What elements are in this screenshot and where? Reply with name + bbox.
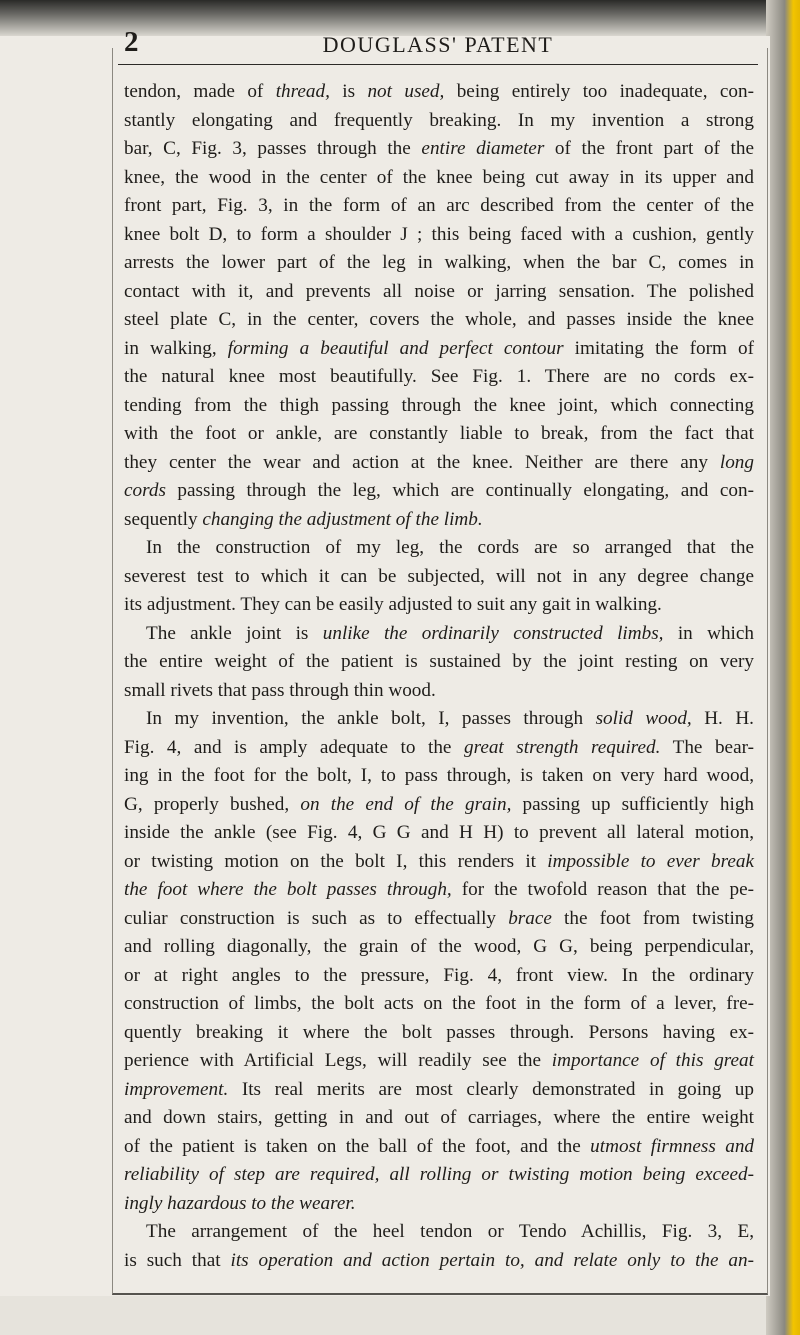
text-segment: G, properly bushed, [124,793,301,815]
text-segment: construction of limbs, the bolt acts on the foot in the form of a lever, fre- [124,993,754,1014]
text-segment: stantly elongating and frequently breaking. In my invention a strong [124,109,754,131]
text-line [124,78,754,107]
text-segment: Its real merits are most clearly demonstrated in going up [228,1078,754,1100]
text-segment: is such that [124,1249,231,1271]
italic-text: not used, [367,81,445,102]
italic-text: its operation and action pertain to, and relate only to the an- [230,1249,754,1271]
italic-text: solid wood, [595,708,692,729]
text-line [124,164,754,193]
text-segment: and down stairs, getting in and out of carriages, where the entire weight [124,1107,754,1128]
italic-text: long [719,451,754,473]
text-segment: and rolling diagonally, the grain of the wood, G G, being perpendicular, [124,936,754,957]
text-segment: with the foot or ankle, are constantly liable to break, from the fact that [124,423,754,444]
text-segment: tendon, made of [124,81,276,102]
text-line [124,449,754,478]
text-segment: knee, the wood in the center of the knee being cut away in its upper and [124,166,754,188]
text-line [124,591,754,620]
text-segment: in which [663,622,754,644]
italic-text: brace [508,907,552,929]
text-line [124,1104,754,1133]
text-line [124,221,754,250]
text-line [124,1161,754,1190]
text-segment: passing through the leg, which are continually elongating, and con- [165,480,754,501]
text-segment: in walking, [124,337,228,359]
scan-edge-right [766,0,800,1335]
text-segment: front part, Fig. 3, in the form of an arc described from the center of the [124,195,754,216]
text-line [124,762,754,791]
text-segment: arrests the lower part of the leg in walking, when the bar C, comes in [124,252,754,273]
text-segment: H. H. [691,708,754,729]
italic-text: on the end of the grain, [300,793,512,815]
text-segment: inside the ankle (see Fig. 4, G G and H H) to prevent all lateral motion, [124,822,754,843]
text-line [124,734,754,763]
text-segment: quently breaking it where the bolt passes through. Persons having ex- [124,1021,754,1043]
text-segment: contact with it, and prevents all noise or jarring sensation. The polished [124,280,754,302]
text-line [124,249,754,278]
text-segment: The arrangement of the heel tendon or Tendo Achillis, Fig. 3, E, [146,1221,754,1242]
page-number: 2 [124,26,139,58]
text-segment: the natural knee most beautifully. See Fig. 1. There are no cords ex- [124,366,754,387]
text-line [124,392,754,421]
text-segment: In my invention, the ankle bolt, I, passes through [146,708,596,729]
text-line [124,107,754,136]
text-line [124,1076,754,1105]
text-line [124,506,754,535]
text-line [124,1019,754,1048]
text-line [124,677,754,706]
text-segment: being entirely too inadequate, con- [444,81,754,102]
text-line [124,278,754,307]
text-segment: culiar construction is such as to effectually [124,907,509,929]
text-line [124,306,754,335]
text-segment: sequently [124,508,203,530]
text-line [124,962,754,991]
text-segment: they center the wear and action at the knee. Neither are there any [124,451,720,473]
text-segment: In the construction of my leg, the cords are so arranged that the [146,537,754,558]
text-line [124,848,754,877]
italic-text: cords [124,480,166,501]
text-segment: is [329,81,368,102]
text-line [124,819,754,848]
text-segment: bar, C, Fig. 3, passes through the [124,138,422,159]
italic-text: impossible to ever break [547,850,755,872]
text-segment: ing in the foot for the bolt, I, to pass through, is taken on very hard wood, [124,765,754,786]
text-line [124,1247,754,1276]
text-line [124,363,754,392]
text-line [124,1190,754,1219]
text-segment: Fig. 4, and is amply adequate to the [124,736,464,758]
italic-text: forming a beautiful and perfect contour [227,337,564,359]
text-segment: tending from the thigh passing through the knee joint, which connecting [124,394,754,416]
text-segment: or at right angles to the pressure, Fig. 4, front view. In the ordinary [124,964,754,986]
page-header [118,26,758,65]
italic-text: thread, [275,81,330,102]
text-segment: for the twofold reason that the pe- [451,879,755,900]
running-head: DOUGLASS' PATENT [322,32,554,57]
italic-text: changing the adjustment of the limb. [202,508,483,530]
text-line [124,620,754,649]
text-line [124,335,754,364]
text-line [124,876,754,905]
text-line [124,1133,754,1162]
text-segment: its adjustment. They can be easily adjusted to suit any gait in walking. [124,594,662,615]
text-line [124,705,754,734]
italic-text: the foot where the bolt passes through, [124,879,452,900]
italic-text: ingly hazardous to the wearer. [124,1192,356,1214]
italic-text: reliability of step are required, all rolling or twisting motion being exceed- [124,1164,754,1185]
text-line [124,791,754,820]
text-segment: of the patient is taken on the ball of the foot, and the [124,1135,591,1157]
text-line [124,933,754,962]
text-segment: perience with Artificial Legs, will readily see the [124,1050,552,1071]
italic-text: great strength required. [463,736,661,758]
text-line [124,1218,754,1247]
text-segment: of the front part of the [544,138,754,159]
text-line [124,477,754,506]
text-line [124,990,754,1019]
italic-text: unlike the ordinarily constructed limbs, [322,622,664,644]
text-segment: severest test to which it can be subjected, will not in any degree change [124,565,754,587]
text-segment: The ankle joint is [146,622,323,644]
text-line [124,420,754,449]
text-line [124,1047,754,1076]
text-line [124,563,754,592]
italic-text: entire diameter [421,138,545,159]
text-segment: passing up sufficiently high [511,793,755,815]
italic-text: improvement. [124,1078,229,1100]
italic-text: importance of this great [551,1050,754,1071]
text-line [124,135,754,164]
text-line [124,192,754,221]
body-text [124,78,754,1275]
text-line [124,648,754,677]
text-segment: the foot from twisting [551,907,754,929]
text-line [124,534,754,563]
text-line [124,905,754,934]
text-segment: knee bolt D, to form a shoulder J ; this being faced with a cushion, gently [124,223,754,245]
text-segment: or twisting motion on the bolt I, this renders it [124,850,548,872]
text-segment: small rivets that pass through thin wood. [124,679,436,701]
text-segment: steel plate C, in the center, covers the whole, and passes inside the knee [124,309,754,330]
text-segment: imitating the form of [563,337,754,359]
italic-text: utmost firmness and [590,1135,755,1157]
text-segment: the entire weight of the patient is sustained by the joint resting on very [124,651,754,672]
text-segment: The bear- [660,736,754,758]
